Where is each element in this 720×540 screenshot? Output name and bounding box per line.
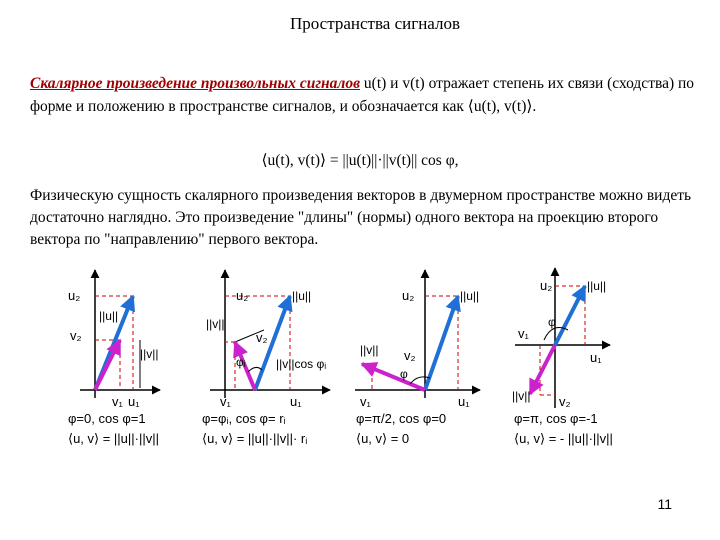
diagram-orthogonal — [355, 270, 480, 446]
label-v2: v₂ — [404, 348, 416, 363]
vector-v — [95, 340, 120, 390]
label-v-norm: ||v|| — [140, 347, 159, 361]
label-u2: u₂ — [236, 288, 249, 303]
label-u-norm: ||u|| — [292, 289, 312, 303]
definition-term: Скалярное произведение произвольных сигналов — [30, 75, 361, 92]
vector-diagrams — [0, 260, 720, 470]
label-u1: u₁ — [458, 394, 470, 409]
label-v2: v₂ — [256, 330, 268, 345]
label-v1: v₁ — [518, 326, 529, 341]
label-v2: v₂ — [559, 394, 571, 409]
caption-product: ⟨u, v⟩ = 0 — [356, 431, 410, 446]
vector-u — [425, 296, 458, 390]
page-title: Пространства сигналов — [289, 14, 461, 33]
definition-text: u(t) и v(t) отражает степень их связи (сходства) по форме и положению в пространстве сигналов, и обозначается как ⟨u(t), v(t)⟩. — [30, 75, 695, 115]
label-u1: u₁ — [128, 394, 140, 409]
label-v-norm: ||v|| — [206, 317, 225, 331]
diagram-parallel — [68, 270, 160, 446]
caption-angle: φ=π, cos φ=-1 — [514, 411, 598, 426]
label-u1: u₁ — [590, 350, 602, 365]
label-u2: u₂ — [68, 288, 81, 303]
label-phi: φ — [548, 315, 556, 329]
caption-product: ⟨u, v⟩ = ||u||·||v||· rᵢ — [202, 431, 308, 446]
label-u2: u₂ — [540, 278, 553, 293]
paragraph-definition — [30, 72, 695, 118]
label-phi: φ — [400, 367, 408, 381]
paragraph-explanation: Физическую сущность скалярного произведения векторов в двумерном пространстве можно видеть достаточно наглядно. Это произведение "длины" (нормы) одного вектора на проекцию второго вектора по "направлению" первого вектора. — [30, 187, 692, 248]
page-number: 11 — [657, 496, 672, 512]
caption-angle: φ=φᵢ, cos φ= rᵢ — [202, 411, 286, 426]
label-u2: u₂ — [402, 288, 415, 303]
label-u-norm: ||u|| — [99, 309, 119, 323]
label-v-norm: ||v|| — [360, 343, 379, 357]
label-v1: v₁ — [112, 394, 123, 409]
vector-v — [362, 364, 425, 390]
caption-product: ⟨u, v⟩ = ||u||·||v|| — [68, 431, 159, 446]
label-v1: v₁ — [360, 394, 371, 409]
label-projection: ||v||cos φᵢ — [276, 357, 327, 371]
label-u-norm: ||u|| — [460, 289, 480, 303]
scalar-product-formula: ⟨u(t), v(t)⟩ = ||u(t)||·||v(t)|| cos φ, — [261, 152, 459, 169]
label-v1: v₁ — [220, 394, 231, 409]
caption-product: ⟨u, v⟩ = - ||u||·||v|| — [514, 431, 613, 446]
vector-u — [555, 286, 585, 345]
label-v2: v₂ — [70, 328, 82, 343]
diagram-angle — [202, 270, 330, 446]
caption-angle: φ=0, cos φ=1 — [68, 411, 146, 426]
vector-v — [530, 345, 555, 394]
label-u-norm: ||u|| — [587, 279, 607, 293]
diagram-opposite — [512, 268, 613, 446]
caption-angle: φ=π/2, cos φ=0 — [356, 411, 447, 426]
label-phi: φᵢ — [236, 355, 246, 369]
label-u1: u₁ — [290, 394, 302, 409]
label-v-norm: ||v|| — [512, 389, 531, 403]
